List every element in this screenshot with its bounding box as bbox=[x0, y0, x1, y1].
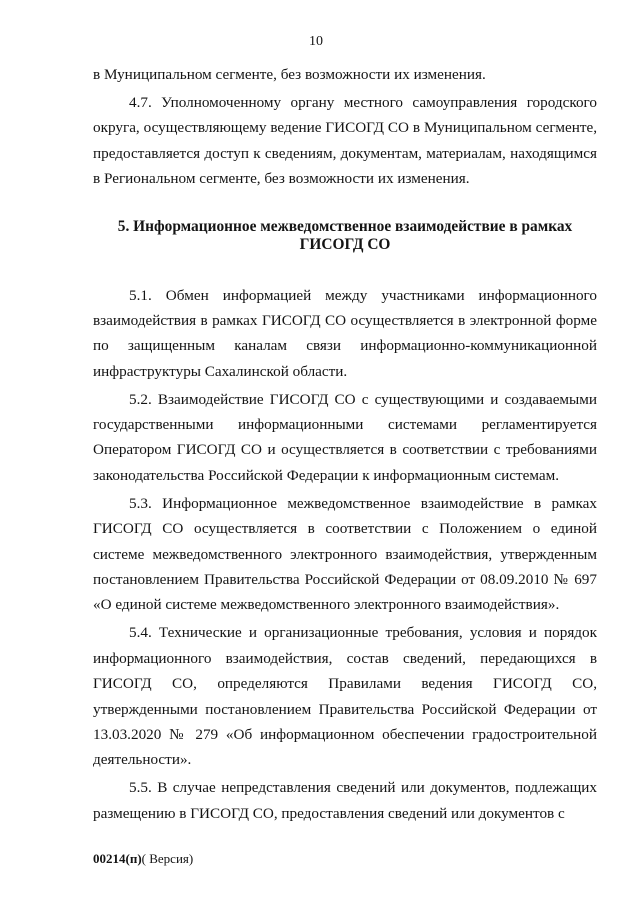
document-footer bbox=[93, 851, 193, 867]
paragraph-5-1: 5.1. Обмен информацией между участниками информационного взаимодействия в рамках ГИСОГД СО осуществляется в электронной форме по защищенным каналам связи информационно-коммуникационной инфраструктуры Сахалинской области. bbox=[93, 286, 597, 380]
page-number: 10 bbox=[309, 34, 323, 49]
paragraph-5-3: 5.3. Информационное межведомственное взаимодействие в рамках ГИСОГД СО осуществляется в соответствии с Положением о единой системе межведомственного электронного взаимодействия, утвержденным постановлением Правительства Российской Федерации от 08.09.2010 № 697 «О единой системе межведомственного электронного взаимодействия». bbox=[93, 494, 597, 614]
paragraph-4-7: 4.7. Уполномоченному органу местного самоуправления городского округа, осуществляющему ведение ГИСОГД СО в Муниципальном сегменте, предоставляется доступ к сведениям, документам, материалам, находящимся в Региональном сегменте, без возможности их изменения. bbox=[93, 93, 597, 188]
document-body bbox=[93, 62, 597, 826]
document-version: ( Версия) bbox=[141, 851, 194, 866]
section-heading-line-2: ГИСОГД СО bbox=[299, 235, 391, 253]
section-heading bbox=[93, 218, 597, 254]
section-heading-line-1: 5. Информационное межведомственное взаимодействие в рамках bbox=[117, 217, 573, 235]
paragraph-5-2: 5.2. Взаимодействие ГИСОГД СО с существующими и создаваемыми государственными информационными системами регламентируется Оператором ГИСОГД СО и осуществляется в соответствии с требованиями законодательства Российской Федерации к информационным системам. bbox=[93, 390, 597, 484]
paragraph-5-5: 5.5. В случае непредставления сведений или документов, подлежащих размещению в ГИСОГД СО, предоставления сведений или документов с bbox=[93, 779, 597, 822]
paragraph-continuation: в Муниципальном сегменте, без возможности их изменения. bbox=[93, 66, 486, 83]
paragraph-5-4: 5.4. Технические и организационные требования, условия и порядок информационного взаимодействия, состав сведений, передающихся в ГИСОГД СО, определяются Правилами ведения ГИСОГД СО, утвержденными постановлением Правительства Российской Федерации от 13.03.2020 № 279 «Об информационном обеспечении градостроительной деятельности». bbox=[93, 624, 597, 769]
document-code: 00214(п) bbox=[93, 851, 142, 866]
